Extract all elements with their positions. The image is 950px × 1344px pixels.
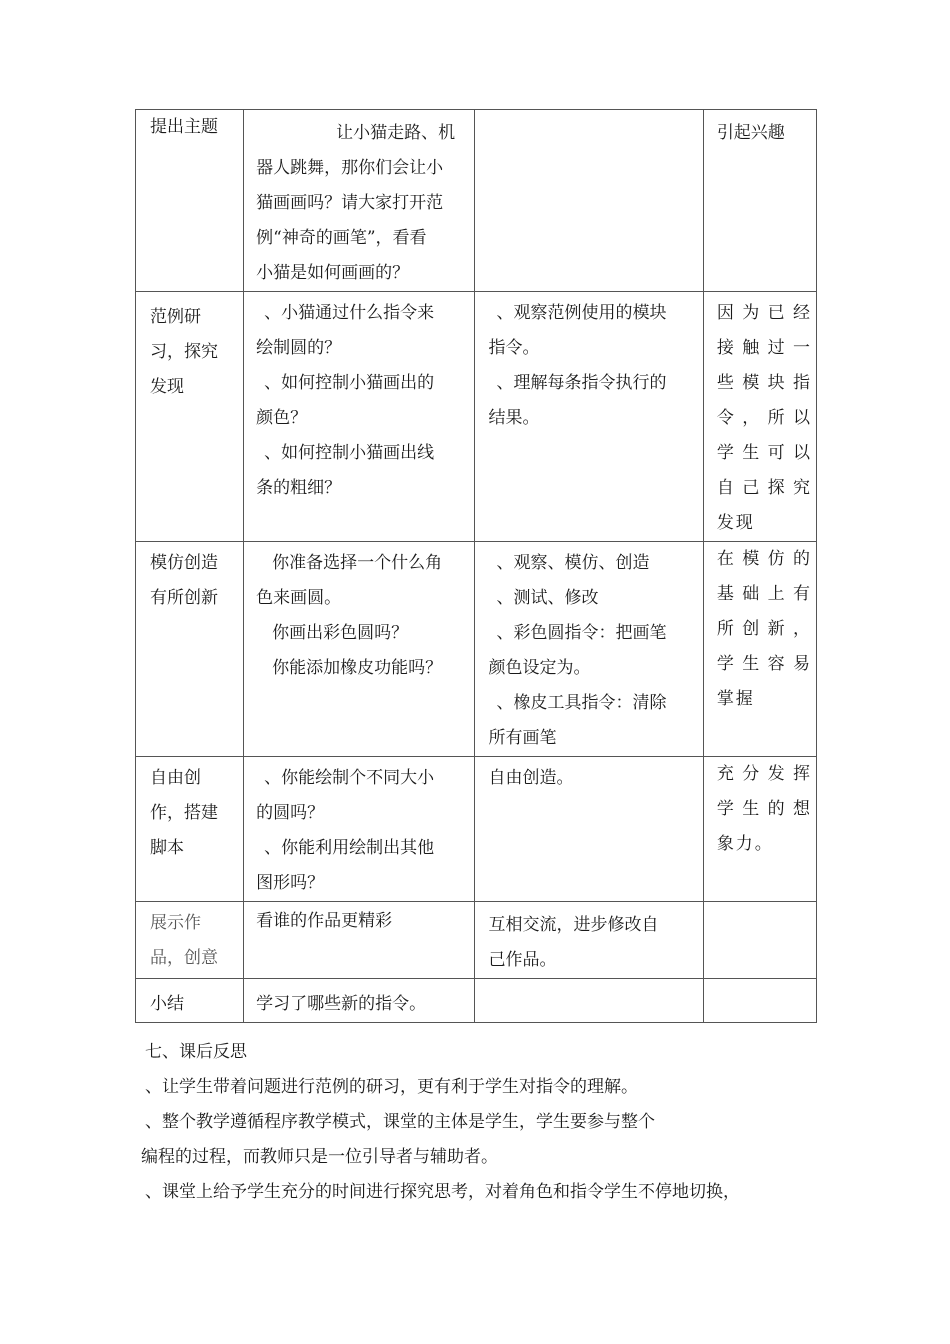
intent-cell bbox=[703, 902, 816, 979]
table-row bbox=[136, 542, 817, 757]
reflection-line: 编程的过程，而教师只是一位引导者与辅助者。 bbox=[141, 1147, 498, 1167]
teacher-cell: 让小猫走路、机 器人跳舞，那你们会让小 猫画画吗？请大家打开范 例“神奇的画笔”，看看 小猫是如何画画的？ bbox=[244, 110, 475, 292]
stage-cell: 模仿创造 有所创新 bbox=[136, 542, 244, 757]
stage-cell: 小结 bbox=[136, 979, 244, 1023]
table-row bbox=[136, 757, 817, 902]
student-cell: 自由创造。 bbox=[475, 757, 703, 902]
intent-cell: 引起兴趣 bbox=[703, 110, 816, 292]
reflection-line: 、让学生带着问题进行范例的研习，更有利于学生对指令的理解。 bbox=[145, 1077, 638, 1097]
student-cell: 互相交流，进步修改自 己作品。 bbox=[475, 902, 703, 979]
intent-cell bbox=[703, 979, 816, 1023]
stage-cell: 提出主题 bbox=[136, 110, 244, 292]
teacher-cell: 看谁的作品更精彩 bbox=[244, 902, 475, 979]
student-cell: 、观察范例使用的模块 指令。 、理解每条指令执行的 结果。 bbox=[475, 292, 703, 542]
intent-cell: 因为已经 接触过一 些模块指 令，所以 学生可以 自己探究 发现 bbox=[703, 292, 816, 542]
student-cell: 、观察、模仿、创造 、测试、修改 、彩色圆指令：把画笔 颜色设定为。 、橡皮工具指令：清除 所有画笔 bbox=[475, 542, 703, 757]
table-row bbox=[136, 902, 817, 979]
teacher-cell: 你准备选择一个什么角 色来画圆。 你画出彩色圆吗？ 你能添加橡皮功能吗？ bbox=[244, 542, 475, 757]
teacher-cell: 、你能绘制个不同大小 的圆吗？ 、你能利用绘制出其他 图形吗？ bbox=[244, 757, 475, 902]
intent-cell: 充分发挥 学生的想 象力。 bbox=[703, 757, 816, 902]
lesson-plan-table bbox=[135, 109, 817, 1023]
stage-cell: 范例研 习，探究 发现 bbox=[136, 292, 244, 542]
intent-cell: 在模仿的 基础上有 所创新， 学生容易 掌握 bbox=[703, 542, 816, 757]
stage-cell: 自由创 作，搭建 脚本 bbox=[136, 757, 244, 902]
reflection-line: 、课堂上给予学生充分的时间进行探究思考，对着角色和指令学生不停地切换， bbox=[145, 1182, 740, 1202]
reflection-heading: 七、课后反思 bbox=[145, 1042, 247, 1062]
table-row bbox=[136, 979, 817, 1023]
table-row bbox=[136, 292, 817, 542]
stage-cell: 展示作 品，创意 bbox=[136, 902, 244, 979]
reflection-line: 、整个教学遵循程序教学模式，课堂的主体是学生，学生要参与整个 bbox=[145, 1112, 655, 1132]
teacher-cell: 、小猫通过什么指令来 绘制圆的？ 、如何控制小猫画出的 颜色？ 、如何控制小猫画出线 条的粗细？ bbox=[244, 292, 475, 542]
student-cell bbox=[475, 979, 703, 1023]
table-row bbox=[136, 110, 817, 292]
teacher-cell: 学习了哪些新的指令。 bbox=[244, 979, 475, 1023]
reflection-section bbox=[141, 1035, 825, 1210]
student-cell bbox=[475, 110, 703, 292]
